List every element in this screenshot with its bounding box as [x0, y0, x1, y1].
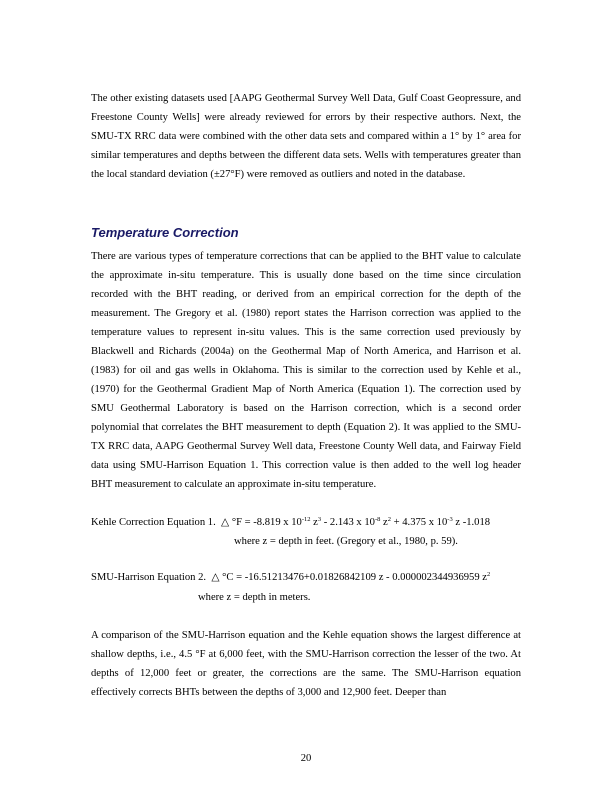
equation-1-term: z -1.018	[452, 517, 491, 528]
equation-1-term: - 2.143 x 10	[321, 517, 375, 528]
exponent: -3	[447, 516, 453, 523]
equation-1-term: z	[380, 517, 388, 528]
delta-icon: △	[221, 517, 230, 528]
equation-1	[91, 516, 490, 530]
paragraph-temperature-correction: There are various types of temperature corrections that can be applied to the BHT value to calculate the approximate in-situ temperature. This is usually done based on the time since circulation recorded with the BHT reading, or derived from an empirical correction for the depth of the measurement. The Gregory et al. (1980) report states the Harrison correction was applied to the temperature values to represent in-situ values. This is the same correction used previously by Blackwell and Richards (2004a) on the Geothermal Map of North America, and Harrison et al. (1983) for oil and gas wells in Oklahoma. This is similar to the correction used by Kehle et al., (1970) for the Geothermal Gradient Map of North America (Equation 1). The correction used by SMU Geothermal Laboratory is based on the Harrison correction, which is a second order polynomial that correlates the BHT measurement to depth (Equation 2). It was applied to the SMU-TX RRC data, AAPG Geothermal Survey Well data, Freestone County Well data, and Fairway Field data using SMU-Harrison Equation 1. This correction value is then added to the well log header BHT measurement to calculate an approximate in-situ temperature.	[91, 251, 521, 490]
equation-2-note: where z = depth in meters.	[198, 592, 311, 603]
paragraph-comparison: A comparison of the SMU-Harrison equation and the Kehle equation shows the largest difference at shallow depths, i.e., 4.5 °F at 6,000 feet, with the SMU-Harrison correction the lesser of the two. At depths of 12,000 feet or greater, the corrections are the same. The SMU-Harrison equation effectively corrects BHTs between the depths of 3,000 and 12,900 feet. Deeper than	[91, 630, 521, 698]
page-number: 20	[300, 753, 312, 764]
equation-1-note: where z = depth in feet. (Gregory et al., 1980, p. 59).	[234, 536, 458, 547]
exponent: -12	[301, 516, 311, 523]
exponent: 2	[487, 571, 491, 578]
equation-2-expression: °C = -16.51213476+0.01826842109 z - 0.000002344936959 z	[222, 572, 487, 583]
equation-2	[91, 571, 490, 585]
exponent: -8	[374, 516, 381, 523]
paragraph-datasets: The other existing datasets used [AAPG Geothermal Survey Well Data, Gulf Coast Geopressure, and Freestone County Wells] were already reviewed for errors by their respective authors. Next, the SMU-TX RRC data were combined with the other data sets and compared within a 1° by 1° area for similar temperatures and depths between the different data sets. Wells with temperatures greater than the local standard deviation (±27°F) were removed as outliers and noted in the database.	[91, 93, 521, 180]
equation-1-term: °F = -8.819 x 10	[231, 517, 302, 528]
delta-icon: △	[211, 572, 220, 583]
exponent: 3	[317, 516, 322, 523]
equation-1-term: + 4.375 x 10	[390, 517, 448, 528]
equation-2-label: SMU-Harrison Equation 2.	[91, 572, 207, 583]
exponent: 2	[387, 516, 391, 523]
section-heading: Temperature Correction	[91, 225, 239, 240]
equation-1-term: z	[310, 517, 318, 528]
equation-1-label: Kehle Correction Equation 1.	[91, 517, 216, 528]
